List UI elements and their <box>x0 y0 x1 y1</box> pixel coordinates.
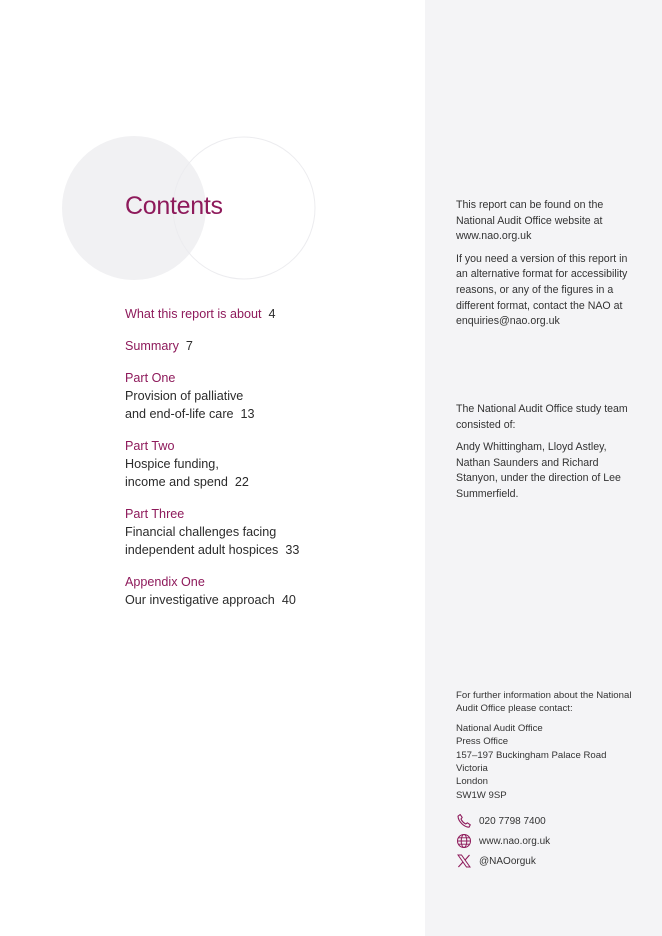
toc-heading[interactable]: Summary <box>125 339 179 353</box>
toc-entry-part-three[interactable] <box>125 505 415 559</box>
address-line: Victoria <box>456 763 488 775</box>
toc-entry-part-one[interactable] <box>125 369 415 423</box>
toc-entry-summary[interactable] <box>125 337 415 355</box>
phone-icon <box>456 813 472 829</box>
website-note: This report can be found on the National Audit Office website at www.nao.org.uk <box>456 199 604 243</box>
toc-page-number: 22 <box>234 475 249 489</box>
toc-page-number: 7 <box>185 339 193 353</box>
toc-body-line: Financial challenges facing <box>125 525 277 539</box>
address-line: London <box>456 776 489 788</box>
contact-links <box>456 811 550 871</box>
phone-number[interactable]: 020 7798 7400 <box>479 815 546 827</box>
toc-body-line: income and spend <box>125 475 228 489</box>
team-members: Andy Whittingham, Lloyd Astley, Nathan Saunders and Richard Stanyon, under the direction of Lee Summerfield. <box>456 441 621 500</box>
twitter-handle[interactable]: @NAOorguk <box>479 855 536 867</box>
toc-body-line: Our investigative approach <box>125 593 275 607</box>
accessibility-note: If you need a version of this report in an alternative format for accessibility reasons, or any of the figures in a different format, contact the NAO at enquiries@nao.org.uk <box>456 252 628 328</box>
postal-address <box>456 722 646 802</box>
contact-intro: For further information about the National Audit Office please contact: <box>456 690 632 715</box>
twitter-row[interactable] <box>456 851 550 871</box>
address-line: National Audit Office <box>456 722 543 734</box>
team-intro: The National Audit Office study team consisted of: <box>456 403 628 431</box>
toc-page-number: 40 <box>281 593 296 607</box>
globe-icon <box>456 833 472 849</box>
phone-row[interactable] <box>456 811 550 831</box>
page-title: Contents <box>125 192 223 220</box>
study-team-block <box>456 402 634 510</box>
table-of-contents <box>125 305 415 623</box>
toc-page-number: 4 <box>268 307 276 321</box>
toc-page-number: 13 <box>240 407 255 421</box>
toc-heading[interactable]: Part One <box>125 371 176 385</box>
toc-page-number: 33 <box>285 543 300 557</box>
toc-body-line: Hospice funding, <box>125 457 219 471</box>
toc-heading[interactable]: What this report is about <box>125 307 262 321</box>
toc-entry-part-two[interactable] <box>125 437 415 491</box>
toc-entry-what-this-report-is-about[interactable] <box>125 305 415 323</box>
address-line: 157–197 Buckingham Palace Road <box>456 749 607 761</box>
report-availability-block <box>456 198 634 337</box>
x-logo-icon <box>456 853 472 869</box>
toc-heading[interactable]: Appendix One <box>125 575 205 589</box>
toc-body-line: independent adult hospices <box>125 543 279 557</box>
toc-heading[interactable]: Part Two <box>125 439 175 453</box>
decorative-circles <box>0 0 425 300</box>
toc-body-line: Provision of palliative <box>125 389 244 403</box>
toc-body-line: and end-of-life care <box>125 407 234 421</box>
website-row[interactable] <box>456 831 550 851</box>
toc-entry-appendix-one[interactable] <box>125 573 415 609</box>
contact-block <box>456 689 646 808</box>
toc-heading[interactable]: Part Three <box>125 507 185 521</box>
address-line: SW1W 9SP <box>456 789 507 801</box>
address-line: Press Office <box>456 736 509 748</box>
website-link[interactable]: www.nao.org.uk <box>479 835 551 847</box>
